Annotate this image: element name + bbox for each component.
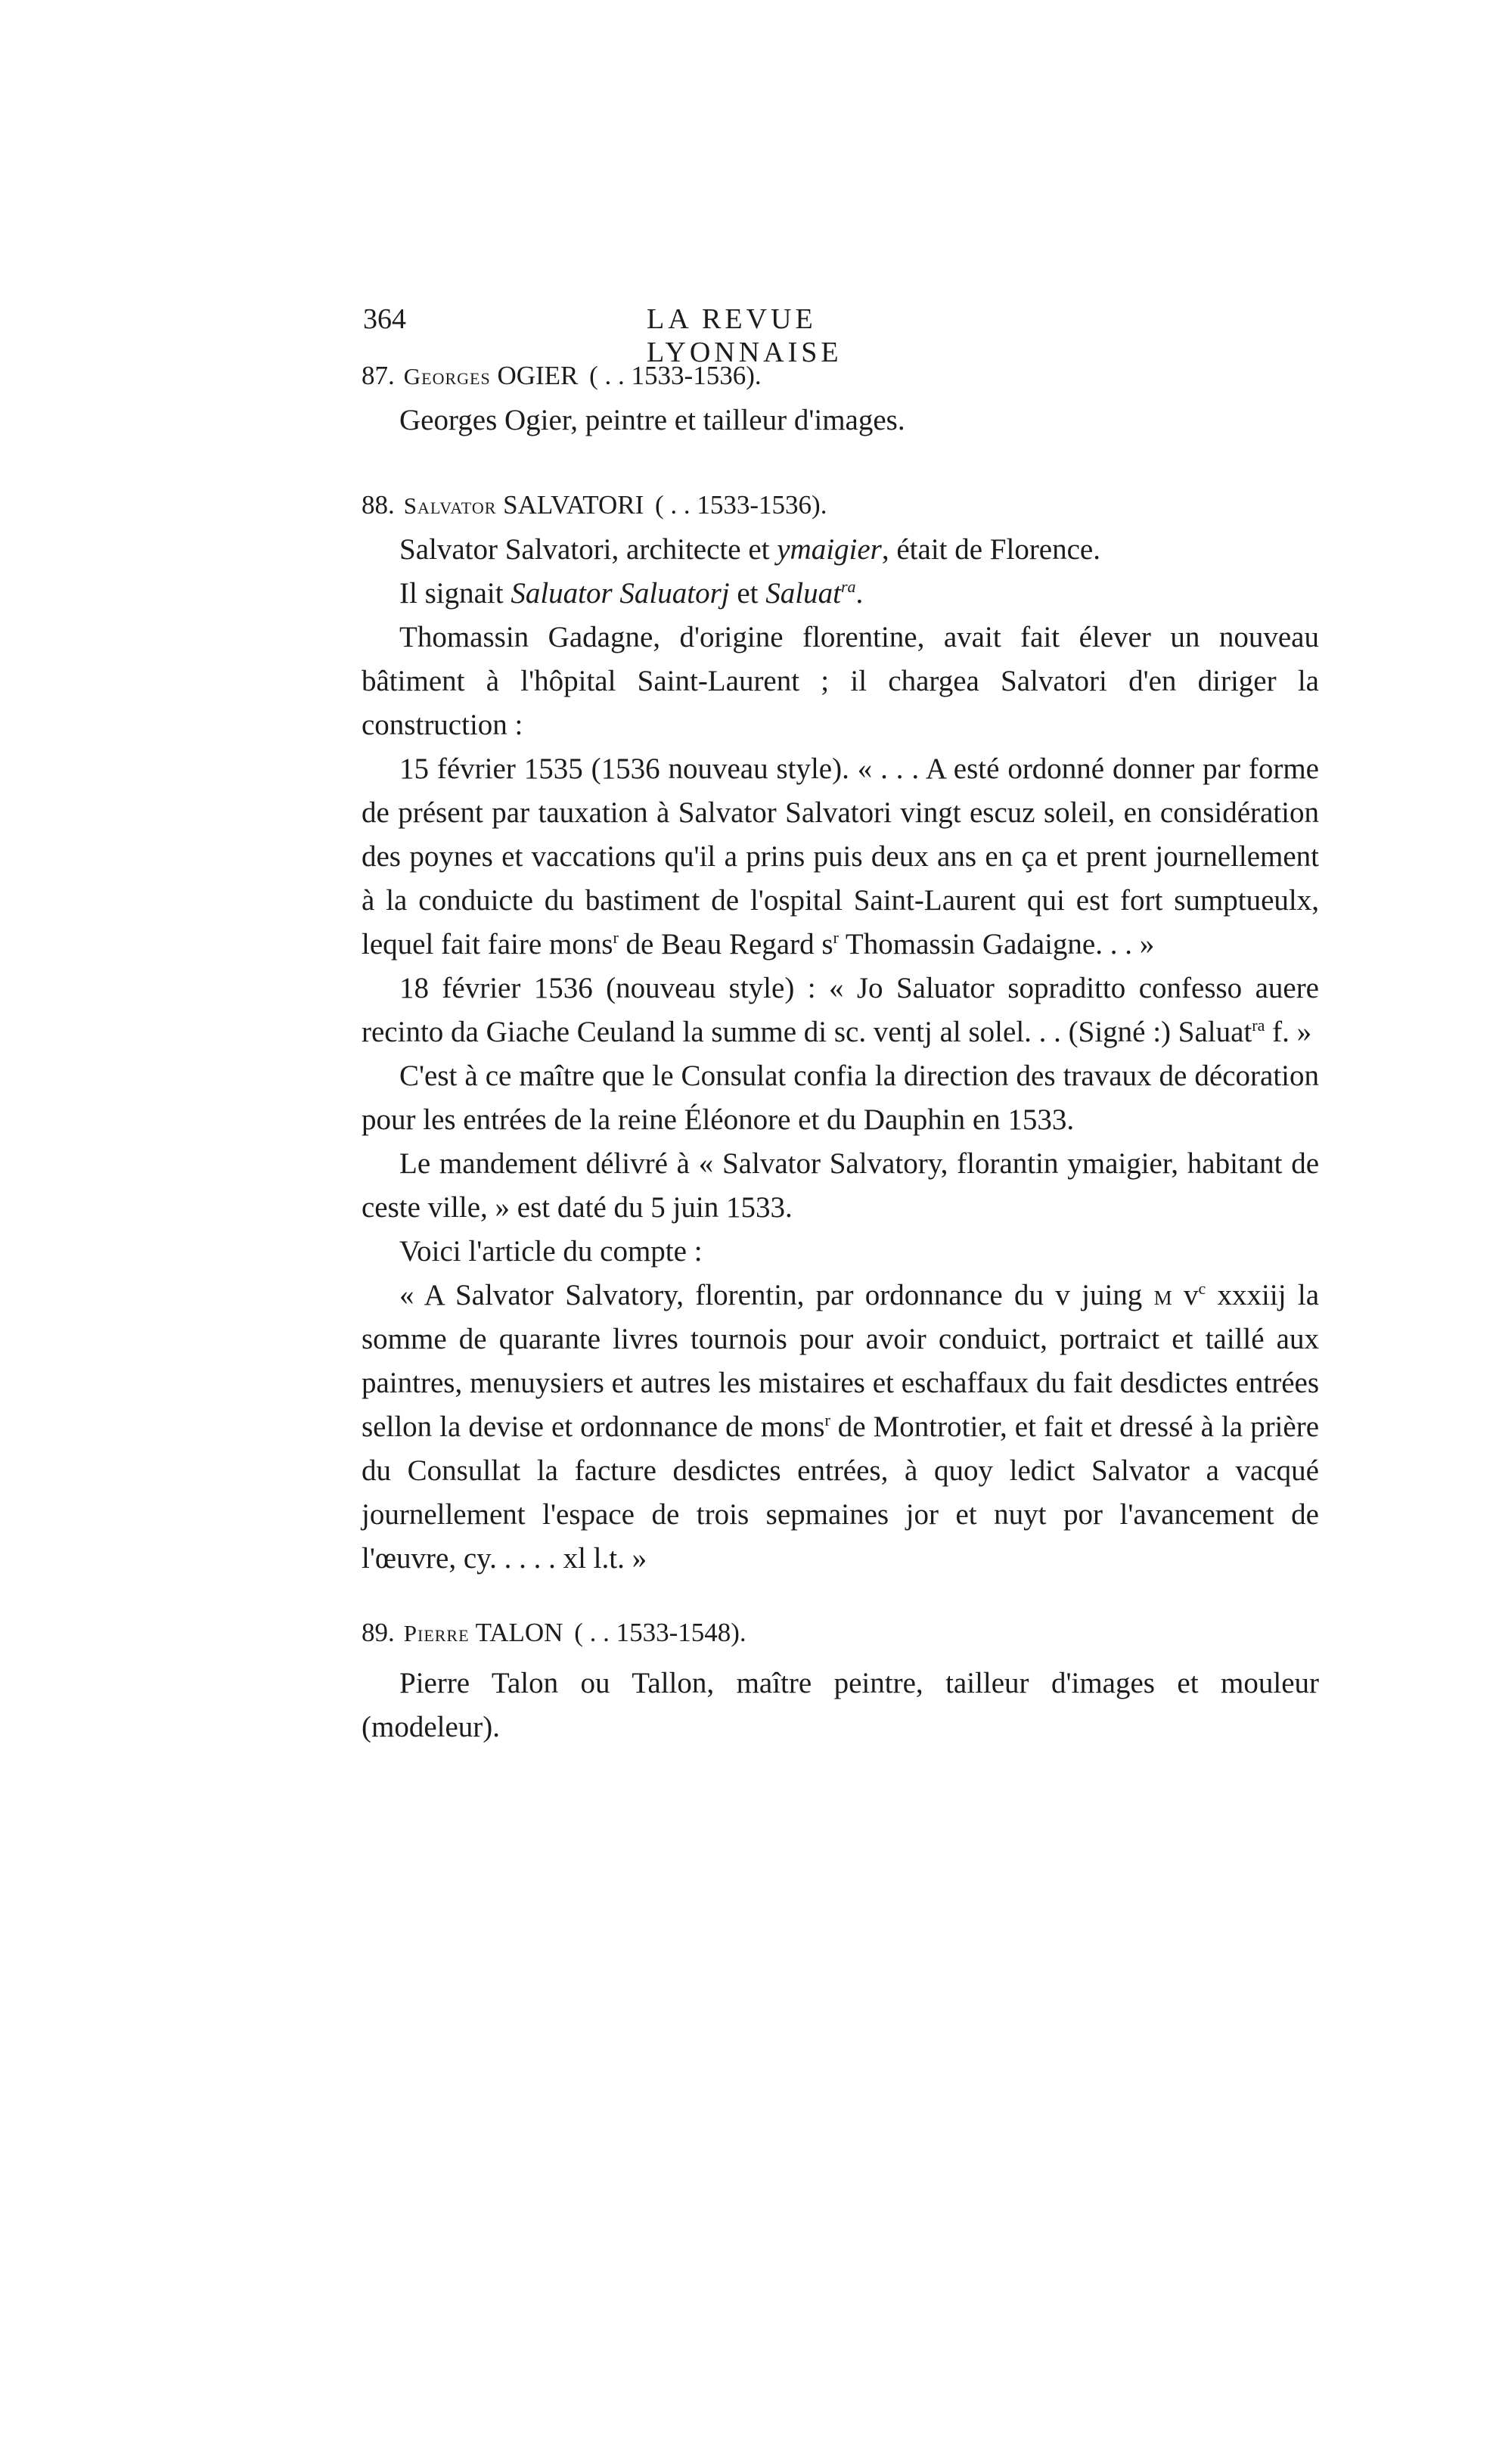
superscript: r xyxy=(824,1410,830,1429)
entry-89 xyxy=(362,1611,1319,1749)
paragraph xyxy=(362,747,1319,967)
text-run: de Beau Regard s xyxy=(618,928,833,960)
paragraph xyxy=(362,528,1319,572)
small-caps-text: m xyxy=(1153,1279,1172,1311)
entry-dates: ( . . 1533-1548). xyxy=(574,1618,746,1647)
running-title: LA REVUE LYONNAISE xyxy=(647,303,843,368)
text-run: Thomassin Gadaigne. . . » xyxy=(838,928,1155,960)
body-text xyxy=(362,354,1319,1749)
paragraph: Pierre Talon ou Tallon, maître peintre, tailleur d'images et mouleur (modeleur). xyxy=(362,1667,1319,1743)
paragraph: C'est à ce maître que le Consulat confia la direction des travaux de décoration pour les entrées de la reine Éléonore et du Dauphin en 1533. xyxy=(362,1060,1319,1136)
entry-surname: OGIER xyxy=(497,361,579,390)
entry-dates: ( . . 1533-1536). xyxy=(589,361,762,390)
italic-text: Saluat xyxy=(765,577,841,610)
paragraph xyxy=(362,1274,1319,1581)
text-run: 15 février 1535 (1536 nouveau style). « . . . A esté ordonné donner par forme de présent par tauxation à Salvator Salvatori vingt escuz soleil, en considération des poynes et vaccations qu'il a prins puis deux ans en ça et prent journellement à la conduicte du bastiment de l'ospital Saint-Laurent qui est fort sumptueulx, lequel fait faire mons xyxy=(362,753,1319,960)
italic-text: Saluator Saluatorj xyxy=(511,577,730,610)
italic-text: ymaigier xyxy=(777,533,882,566)
entry-dates: ( . . 1533-1536). xyxy=(655,490,827,520)
entry-number: 88. xyxy=(362,490,395,520)
superscript: ra xyxy=(1252,1016,1265,1035)
text-run: Il signait xyxy=(399,577,511,610)
paragraph xyxy=(362,967,1319,1054)
entry-surname: SALVATORI xyxy=(503,490,644,520)
superscript: r xyxy=(833,928,839,947)
text-run: f. » xyxy=(1265,1016,1312,1048)
entry-given-name: Pierre xyxy=(403,1620,470,1646)
superscript: ra xyxy=(840,577,856,596)
text-run: , était de Florence. xyxy=(881,533,1100,566)
entry-surname: TALON xyxy=(475,1618,563,1647)
text-run: « A Salvator Salvatory, florentin, par ordonnance du v juing xyxy=(399,1279,1154,1311)
text-run: de Montrotier, et fait et dressé à la prière du Consullat la facture desdictes entrées, à quoy ledict Salvator a vacqué journellement l'espace de trois sepmaines jor et nuyt por l'avancement de l'œuvre, cy. . . . . xl l.t. » xyxy=(362,1410,1319,1575)
entry-88 xyxy=(362,483,1319,1581)
entry-heading xyxy=(362,483,1319,528)
entry-87 xyxy=(362,354,1319,442)
text-run: Salvator Salvatori, architecte et xyxy=(399,533,777,566)
entry-given-name: Salvator xyxy=(403,492,497,519)
text-run: . xyxy=(855,577,864,610)
entry-number: 87. xyxy=(362,361,395,390)
entry-number: 89. xyxy=(362,1618,395,1647)
text-run: 18 février 1536 (nouveau style) : « Jo Saluator sopraditto confesso auere recinto da Giache Ceuland la summe di sc. ventj al solel. . . (Signé :) Saluat xyxy=(362,972,1319,1048)
text-run: xxxiij la somme de quarante livres tournois pour avoir conduict, portraict et taillé aux paintres, menuysiers et autres les mistaires et eschaffaux du fait desdictes entrées sellon la devise et ordonnance de mons xyxy=(362,1279,1320,1443)
text-run: et xyxy=(729,577,766,610)
entry-given-name: Georges xyxy=(403,363,491,389)
running-header xyxy=(363,303,1021,368)
paragraph xyxy=(362,572,1319,616)
superscript: r xyxy=(613,928,619,947)
entry-heading xyxy=(362,354,1319,399)
superscript: c xyxy=(1198,1279,1206,1298)
paragraph: Thomassin Gadagne, d'origine florentine, avait fait élever un nouveau bâtiment à l'hôpital Saint-Laurent ; il chargea Salvatori d'en diriger la construction : xyxy=(362,621,1319,741)
paragraph: Georges Ogier, peintre et tailleur d'images. xyxy=(399,404,905,436)
paragraph: Voici l'article du compte : xyxy=(399,1235,703,1268)
paragraph: Le mandement délivré à « Salvator Salvatory, florantin ymaigier, habitant de ceste ville, » est daté du 5 juin 1533. xyxy=(362,1147,1319,1224)
page-number: 364 xyxy=(363,303,406,335)
entry-heading xyxy=(362,1611,1319,1656)
text-run: v xyxy=(1172,1279,1199,1311)
